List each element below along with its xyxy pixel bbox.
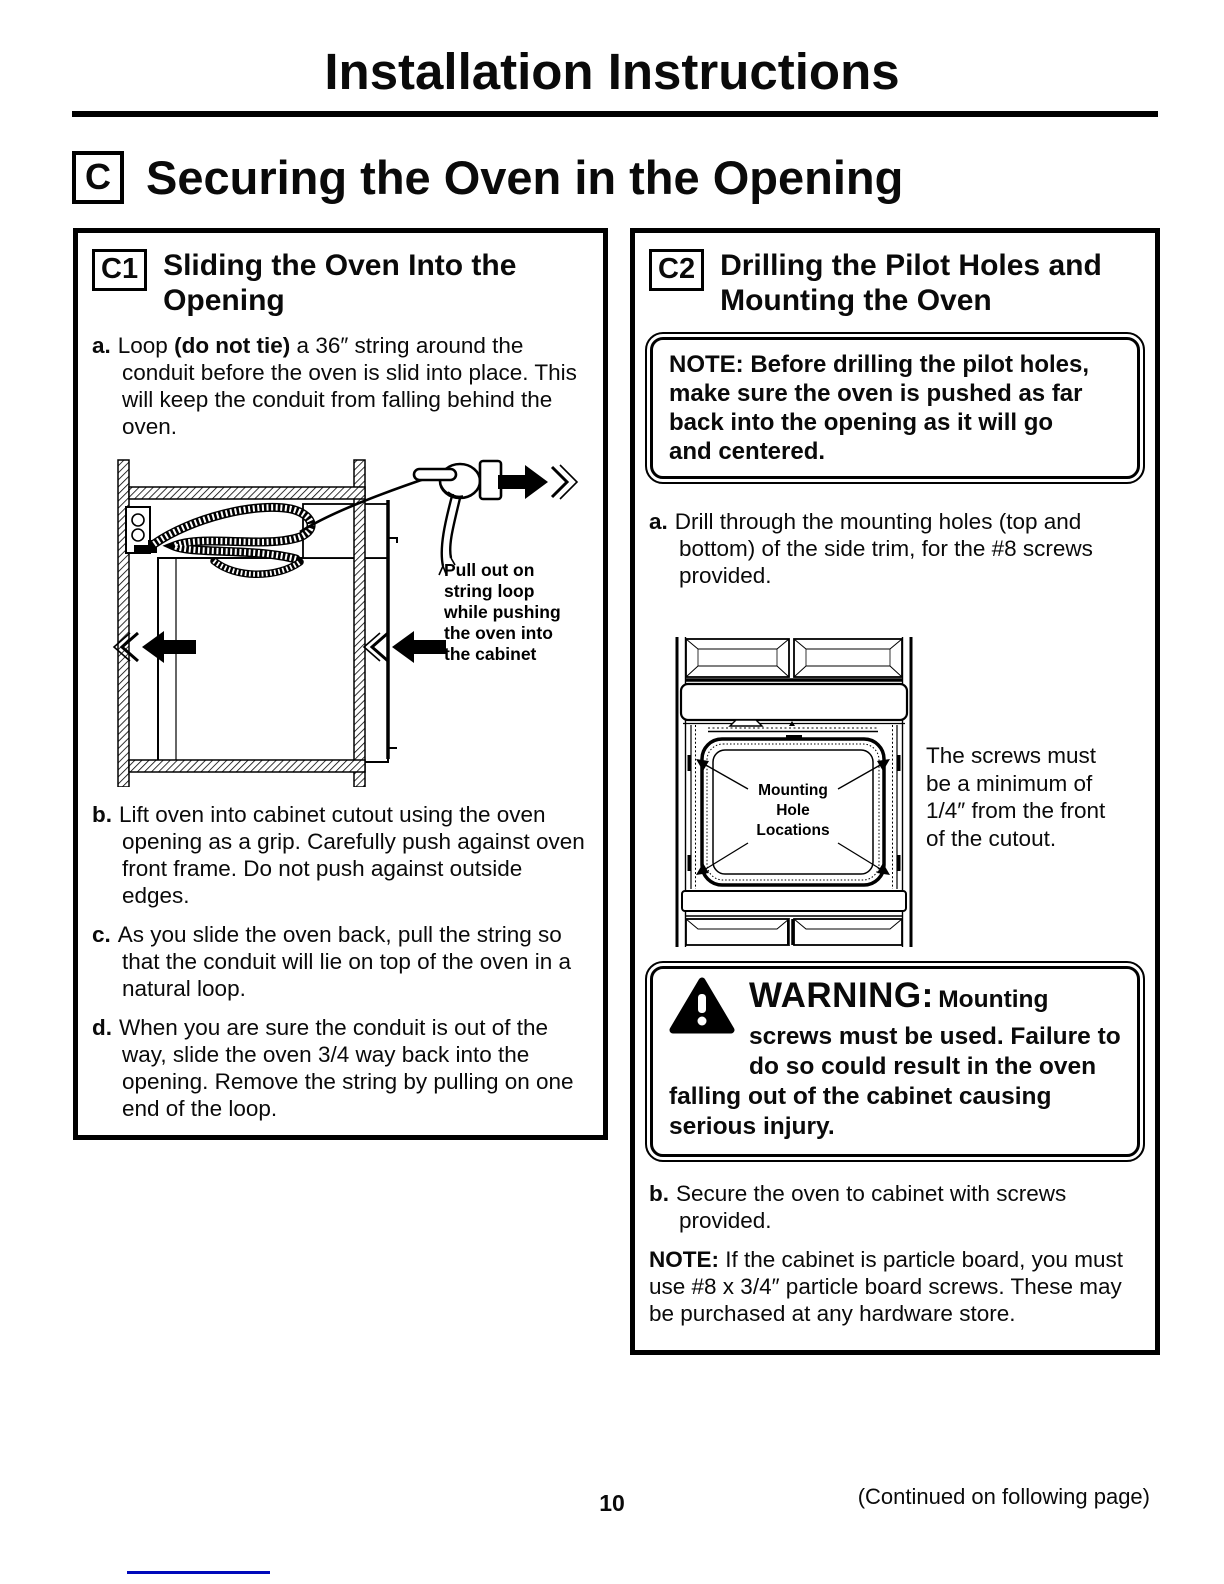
label-line: Hole (776, 802, 810, 819)
oven-slide-diagram (96, 452, 601, 787)
c1-heading (92, 249, 595, 318)
arrow-right-icon (498, 465, 577, 499)
warning-line: serious injury. (669, 1113, 835, 1140)
c2-title: Drilling the Pilot Holes and Mounting the Oven (720, 249, 1102, 317)
lower-band (682, 891, 906, 911)
screws-note: The screws must be a minimum of 1/4″ from the front of the cutout. (926, 743, 1106, 851)
note-line: and centered. (669, 438, 826, 465)
note-line: NOTE: Before drilling the pilot holes, (669, 351, 1090, 378)
pointing-hand-icon (414, 461, 501, 499)
scan-artifact-line (127, 1571, 270, 1574)
c2-diagram-row (649, 637, 1143, 947)
oven-control-band (681, 684, 907, 720)
warning-icon (669, 977, 739, 1071)
warning-line: screws must be used. Failure to (749, 1023, 1121, 1050)
warning-line: falling out of the cabinet causing (669, 1083, 1052, 1110)
section-title: Securing the Oven in the Opening (146, 151, 904, 204)
note-callout-box (645, 332, 1145, 484)
warning-line: WARNING: Mounting (749, 976, 1049, 1015)
c2-note-paragraph: NOTE: If the cabinet is particle board, you must use #8 x 3/4″ particle board screws. These may be purchased at any hardware store. (649, 1247, 1123, 1326)
cabinet-bottom-rail (129, 760, 365, 772)
c1-tag-box: C1 (92, 249, 147, 291)
diagram-caption (443, 560, 561, 664)
title-rule (72, 111, 1158, 117)
panel-c1 (73, 228, 608, 1140)
oven-front-diagram (668, 637, 920, 947)
panel-c2 (630, 228, 1160, 1355)
caption-line: while pushing (444, 602, 561, 622)
c2-tag-box: C2 (649, 249, 704, 291)
warning-line: do so could result in the oven (749, 1053, 1097, 1080)
c1-step-b: b. Lift oven into cabinet cutout using the oven opening as a grip. Carefully push against oven front frame. Do not push against outside edges. (92, 802, 585, 908)
page-number: 10 (599, 1490, 625, 1516)
c1-step-d: d. When you are sure the conduit is out of the way, slide the oven 3/4 way back into the opening. Remove the string by pulling on one end of the loop. (92, 1015, 574, 1121)
warning-callout-box (645, 961, 1145, 1162)
page-title: Installation Instructions (324, 43, 900, 100)
note-line: make sure the oven is pushed as far (669, 380, 1083, 407)
section-tag-box: C (72, 151, 124, 204)
section-heading (72, 150, 903, 205)
label-line: Mounting (758, 782, 828, 799)
c1-step-a: a. Loop (do not tie) a 36″ string around the conduit before the oven is slid into place. This will keep the conduit from falling behind the oven. (92, 333, 577, 439)
c1-title: Sliding the Oven Into the Opening (163, 249, 517, 317)
label-line: Locations (756, 822, 830, 839)
caption-line: Pull out on (444, 560, 535, 580)
c2-step-a: a. Drill through the mounting holes (top and bottom) of the side trim, for the #8 screws provided. (649, 509, 1093, 588)
caption-line: the oven into (444, 623, 553, 643)
cabinet-top-rail (129, 487, 365, 499)
c2-step-b: b. Secure the oven to cabinet with screws provided. (649, 1181, 1067, 1233)
cabinet-front-frame (354, 460, 365, 787)
c2-heading (649, 249, 1143, 318)
upper-cabinet-doors (686, 639, 902, 677)
oven-rear-box (303, 504, 388, 558)
continued-note: (Continued on following page) (857, 1484, 1150, 1509)
c1-step-c: c. As you slide the oven back, pull the string so that the conduit will lie on top of the oven in a natural loop. (92, 922, 572, 1001)
caption-line: the cabinet (444, 644, 537, 664)
note-line: back into the opening as it will go (669, 409, 1054, 436)
lower-cabinet-doors (686, 916, 902, 945)
caption-line: string loop (444, 581, 535, 601)
